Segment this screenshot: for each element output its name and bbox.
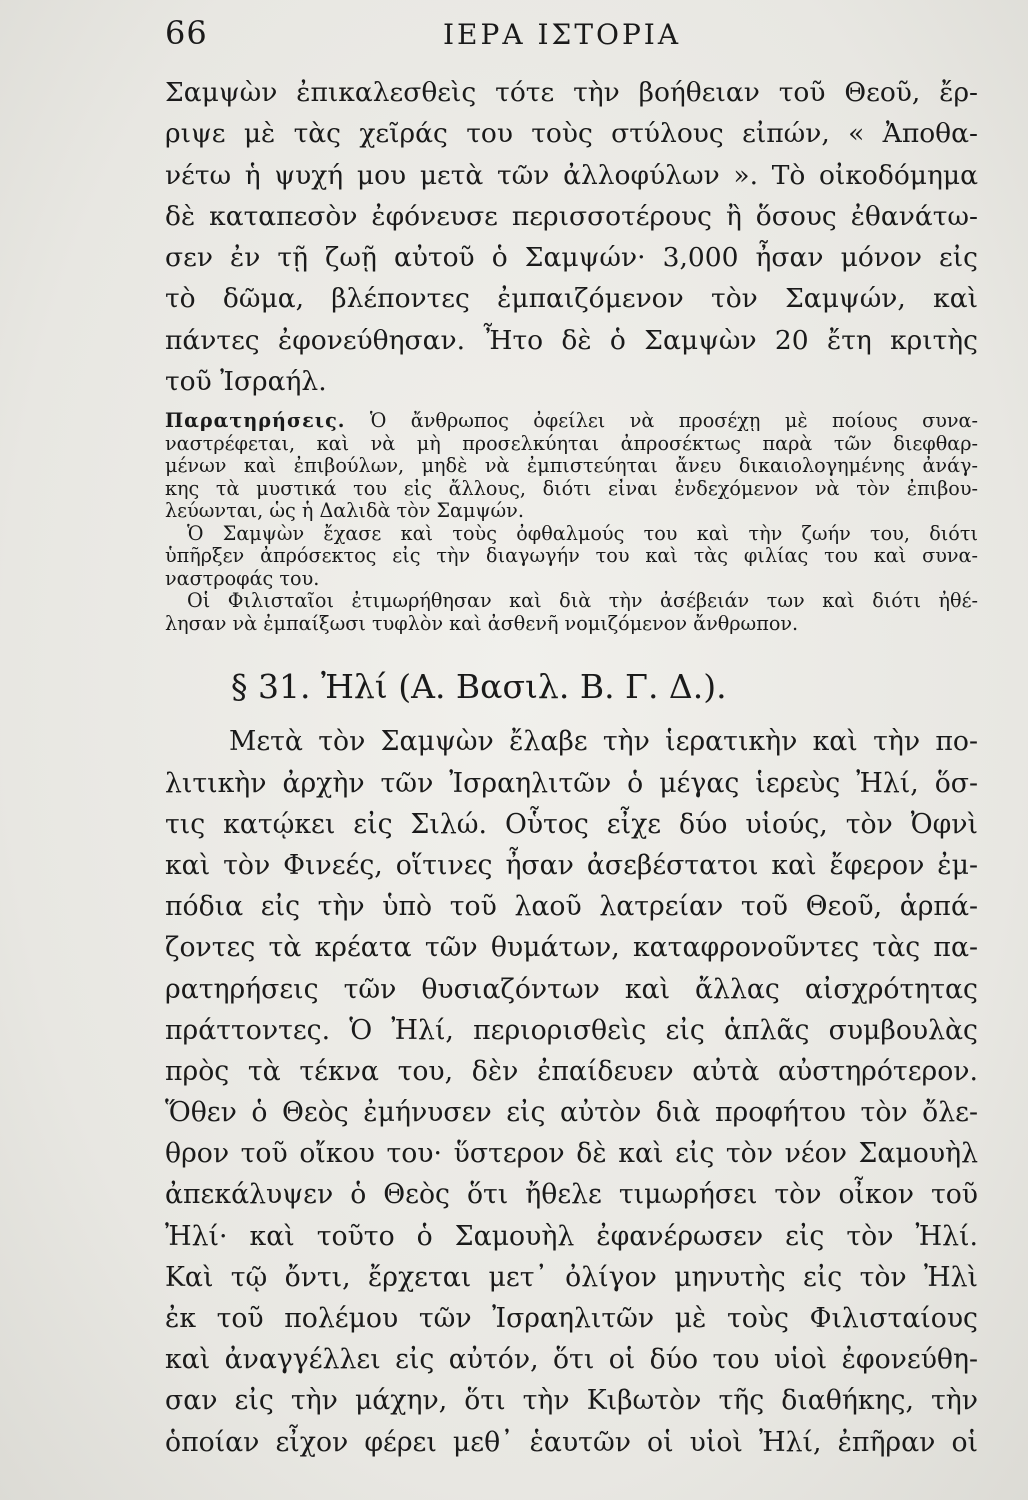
page-number: 66 bbox=[165, 14, 208, 52]
text-line: Μετὰ τὸν Σαμψὼν ἔλαβε τὴν ἱερατικὴν καὶ τὴν πο- bbox=[229, 726, 978, 758]
text-line: Ὅθεν ὁ Θεὸς ἐμήνυσεν εἰς αὐτὸν διὰ προφήτου τὸν ὄλε- bbox=[165, 1097, 978, 1129]
text-line: Ὁ ἄνθρωπος ὀφείλει νὰ προσέχῃ μὲ ποίους συνα- bbox=[345, 410, 978, 433]
text-line: πάντες ἐφονεύθησαν. Ἦτο δὲ ὁ Σαμψὼν 20 ἔτη κριτὴς bbox=[165, 324, 978, 356]
text-line: Σαμψὼν ἐπικαλεσθεὶς τότε τὴν βοήθειαν τοῦ Θεοῦ, ἔρ- bbox=[165, 77, 978, 108]
text-line: Ἠλί· καὶ τοῦτο ὁ Σαμουὴλ ἐφανέρωσεν εἰς τὸν Ἠλί. bbox=[165, 1220, 978, 1252]
text-line: ρατηρήσεις τῶν θυσιαζόντων καὶ ἄλλας αἰσχρότητας bbox=[165, 973, 978, 1005]
text-line: ζοντες τὰ κρέατα τῶν θυμάτων, καταφρονοῦντες τὰς πα- bbox=[165, 932, 978, 964]
text-line: δὲ καταπεσὸν ἐφόνευσε περισσοτέρους ἢ ὅσους ἐθανάτω- bbox=[165, 200, 978, 232]
text-line: ναστρέφεται, καὶ νὰ μὴ προσελκύηται ἀπροσέκτως παρὰ τῶν διεφθαρ- bbox=[165, 432, 978, 455]
text-line: Οἱ Φιλισταῖοι ἐτιμωρήθησαν καὶ διὰ τὴν ἀσέβειάν των καὶ διότι ἠθέ- bbox=[187, 590, 978, 613]
text-line: τοῦ Ἰσραήλ. bbox=[165, 366, 327, 398]
observations-label: Παρατηρήσεις. bbox=[165, 410, 346, 433]
text-line: πρὸς τὰ τέκνα του, δὲν ἐπαίδευεν αὐτὰ αὐστηρότερον. bbox=[165, 1055, 978, 1087]
text-line: καὶ ἀναγγέλλει εἰς αὐτόν, ὅτι οἱ δύο του υἱοὶ ἐφονεύθη- bbox=[165, 1344, 978, 1376]
text-line: πράττοντες. Ὁ Ἠλί, περιορισθεὶς εἰς ἁπλᾶς συμβουλὰς bbox=[165, 1014, 978, 1046]
text-line: κης τὰ μυστικά του εἰς ἄλλους, διότι εἶναι ἐνδεχόμενον νὰ τὸν ἐπιβου- bbox=[165, 477, 978, 500]
text-line: καὶ τὸν Φινεές, οἵτινες ἦσαν ἀσεβέστατοι καὶ ἔφερον ἐμ- bbox=[165, 849, 978, 881]
running-title: ΙΕΡΑ ΙΣΤΟΡΙΑ bbox=[443, 18, 682, 51]
text-line: Καὶ τῷ ὄντι, ἔρχεται μετ᾽ ὀλίγον μηνυτὴς εἰς τὸν Ἠλὶ bbox=[165, 1261, 978, 1293]
paragraph-samson-death bbox=[165, 72, 978, 402]
text-line: θρον τοῦ οἴκου του· ὕστερον δὲ καὶ εἰς τὸν νέον Σαμουὴλ bbox=[165, 1138, 978, 1170]
text-line: μένων καὶ ἐπιβούλων, μηδὲ νὰ ἐμπιστεύηται ἄνευ δικαιολογημένης ἀνάγ- bbox=[165, 455, 978, 478]
text-line: ἀπεκάλυψεν ὁ Θεὸς ὅτι ἤθελε τιμωρήσει τὸν οἶκον τοῦ bbox=[165, 1179, 978, 1211]
section-heading: § 31. Ἠλί (Α. Βασιλ. Β. Γ. Δ.). bbox=[231, 667, 727, 707]
text-line: λεύωνται, ὡς ἡ Δαλιδὰ τὸν Σαμψών. bbox=[165, 500, 524, 523]
observations-first-line bbox=[165, 410, 978, 433]
text-line: νέτω ἡ ψυχή μου μετὰ τῶν ἀλλοφύλων ». Τὸ οἰκοδόμημα bbox=[165, 159, 978, 191]
text-line: λησαν νὰ ἐμπαίξωσι τυφλὸν καὶ ἀσθενῆ νομιζόμενον ἄνθρωπον. bbox=[165, 612, 799, 635]
text-line: τις κατῴκει εἰς Σιλώ. Οὗτος εἶχε δύο υἱούς, τὸν Ὀφνὶ bbox=[165, 808, 978, 840]
text-line: Ὁ Σαμψὼν ἔχασε καὶ τοὺς ὀφθαλμούς του καὶ τὴν ζωήν του, διότι bbox=[187, 522, 978, 545]
text-line: σαν εἰς τὴν μάχην, ὅτι τὴν Κιβωτὸν τῆς διαθήκης, τὴν bbox=[165, 1385, 978, 1417]
text-line: ὁποίαν εἶχον φέρει μεθ᾽ ἑαυτῶν οἱ υἱοὶ Ἠλί, ἐπῆραν οἱ bbox=[165, 1426, 978, 1458]
paragraph-eli bbox=[165, 721, 978, 1462]
text-line: ἐκ τοῦ πολέμου τῶν Ἰσραηλιτῶν μὲ τοὺς Φιλισταίους bbox=[165, 1303, 978, 1334]
text-line: σεν ἐν τῇ ζωῇ αὐτοῦ ὁ Σαμψών· 3,000 ἦσαν μόνον εἰς bbox=[165, 242, 978, 274]
page-header bbox=[165, 14, 978, 72]
text-line: τὸ δῶμα, βλέποντες ἐμπαιζόμενον τὸν Σαμψών, καὶ bbox=[165, 283, 978, 315]
observations-block bbox=[165, 410, 978, 635]
text-line: πόδια εἰς τὴν ὑπὸ τοῦ λαοῦ λατρείαν τοῦ Θεοῦ, ἁρπά- bbox=[165, 891, 978, 923]
text-line: λιτικὴν ἀρχὴν τῶν Ἰσραηλιτῶν ὁ μέγας ἱερεὺς Ἠλί, ὅσ- bbox=[165, 767, 978, 799]
text-line: ναστροφάς του. bbox=[165, 567, 320, 590]
text-line: ὑπῆρξεν ἀπρόσεκτος εἰς τὴν διαγωγήν του καὶ τὰς φιλίας του καὶ συνα- bbox=[165, 545, 978, 568]
text-line: ριψε μὲ τὰς χεῖράς του τοὺς στύλους εἰπών, « Ἀποθα- bbox=[165, 118, 978, 150]
